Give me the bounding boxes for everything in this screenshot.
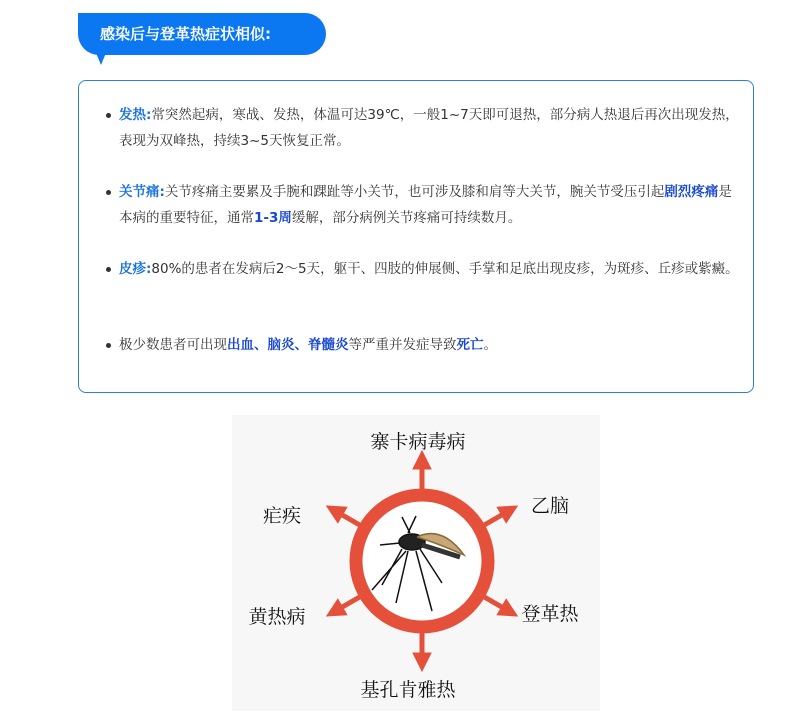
- text: 极少数患者可出现: [119, 337, 227, 353]
- text: 80%的患者在发病后2～5天，躯干、四肢的伸展侧、手掌和足底出现皮疹，为斑疹、丘疹或紫癜。: [151, 261, 739, 277]
- disease-zika: 寨卡病毒病: [370, 431, 466, 453]
- label: 关节痛:: [119, 184, 165, 200]
- text: 。: [483, 337, 497, 353]
- disease-yellow-fever: 黄热病: [248, 606, 306, 628]
- emphasis: 剧烈疼痛: [664, 184, 719, 200]
- text: 常突然起病，寒战、发热，体温可达39℃，一般1~7天即可退热，部分病人热退后再次出现发热，表现为双峰热，持续3~5天恢复正常。: [119, 107, 739, 149]
- symptom-joint-pain: [119, 179, 743, 231]
- symptom-rash: [119, 256, 743, 282]
- symptom-fever: [119, 102, 743, 154]
- text: 等严重并发症导致: [348, 337, 457, 353]
- emphasis: 出血、脑炎、脊髓炎: [227, 337, 349, 353]
- disease-dengue: 登革热: [521, 603, 579, 625]
- text: 是本病的重要特征，通常: [119, 184, 732, 226]
- ring: [356, 495, 488, 627]
- disease-japanese-encephalitis: 乙脑: [530, 495, 570, 517]
- emphasis: 死亡: [456, 337, 484, 353]
- label: 发热:: [119, 107, 152, 123]
- text: 缓解，部分病例关节疼痛可持续数月。: [291, 210, 522, 226]
- label: 皮疹:: [119, 261, 152, 277]
- mosquito-diseases-diagram: [232, 415, 600, 711]
- section-title: 感染后与登革热症状相似:: [78, 13, 326, 55]
- disease-malaria: 疟疾: [262, 505, 302, 527]
- symptom-complications: [119, 332, 743, 358]
- text: 关节疼痛主要累及手腕和踝趾等小关节，也可涉及膝和肩等大关节，腕关节受压引起: [164, 184, 665, 200]
- disease-chikungunya: 基孔肯雅热: [360, 679, 456, 701]
- symptoms-box: [78, 80, 754, 393]
- emphasis: 1-3周: [254, 210, 292, 226]
